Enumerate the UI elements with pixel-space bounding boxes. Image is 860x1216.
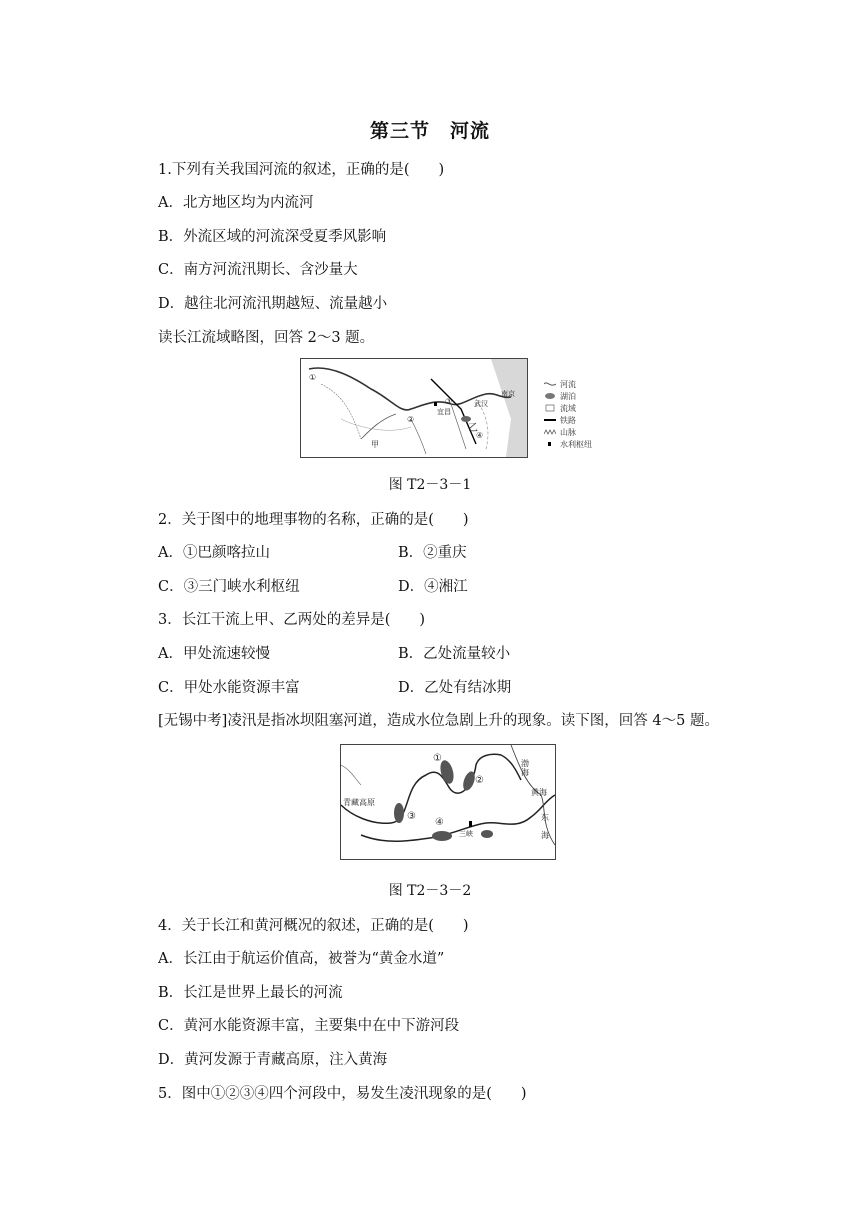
map2-label-plateau: 青藏高原 [343, 798, 375, 807]
railway-symbol-icon [544, 416, 556, 424]
dam-symbol-icon [544, 440, 556, 448]
q1-option-a: A．北方地区均为内流河 [158, 195, 314, 211]
intro-q4-q5: [无锡中考]凌汛是指冰坝阻塞河道，造成水位急剧上升的现象。读下图，回答 4～5 题。 [158, 713, 719, 729]
legend-dam [544, 438, 592, 450]
legend-lake-label: 湖泊 [560, 391, 576, 401]
q3-stem: 3．长江干流上甲、乙两处的差异是( ) [158, 612, 426, 628]
map1-label-2: ② [407, 415, 415, 424]
q1-option-d: D．越往北河流汛期越短、流量越小 [158, 296, 388, 312]
q1-option-c: C．南方河流汛期长、含沙量大 [158, 262, 358, 278]
river-symbol-icon [544, 380, 556, 388]
q4-option-c: C．黄河水能资源丰富，主要集中在中下游河段 [158, 1018, 460, 1034]
legend-mountain [544, 426, 592, 438]
map2-label-1: ① [433, 753, 442, 764]
q2-option-d: D．④湘江 [398, 579, 468, 595]
q2-stem: 2．关于图中的地理事物的名称，正确的是( ) [158, 512, 469, 528]
q1-option-b: B．外流区域的河流深受夏季风影响 [158, 229, 387, 245]
q5-stem: 5．图中①②③④四个河段中，易发生凌汛现象的是( ) [158, 1086, 527, 1102]
lake-symbol-icon [544, 392, 556, 400]
q4-option-d: D．黄河发源于青藏高原，注入黄海 [158, 1052, 388, 1068]
map2-label-2: ② [475, 775, 484, 786]
q3-option-b: B．乙处流量较小 [398, 646, 511, 662]
map1-label-nanjing: 南京 [501, 390, 515, 398]
map1-label-yi: 乙 [468, 423, 478, 434]
map2-label-sanxia: 三峡 [459, 830, 473, 838]
figure2-caption: 图 T2－3－2 [388, 883, 472, 899]
map1-label-yichang: 宜昌 [437, 408, 451, 416]
map1-label-wuhan: 武汉 [474, 400, 488, 408]
yangtze-map-drawing [301, 359, 527, 457]
map1-label-jia: 甲 [371, 440, 379, 449]
legend-railway [544, 414, 592, 426]
legend-basin-label: 流域 [560, 403, 576, 413]
q3-option-d: D．乙处有结冰期 [398, 680, 512, 696]
figure1-caption: 图 T2－3－1 [388, 477, 472, 493]
intro-q2-q3: 读长江流域略图，回答 2～3 题。 [158, 330, 375, 346]
yellow-river-map [340, 744, 556, 860]
q4-option-b: B．长江是世界上最长的河流 [158, 985, 343, 1001]
q4-option-a: A．长江由于航运价值高，被誉为“黄金水道” [158, 951, 445, 967]
q2-option-a: A．①巴颜喀拉山 [158, 545, 270, 561]
map2-label-bohai: 渤海 [521, 759, 529, 777]
legend-basin [544, 402, 592, 414]
q4-stem: 4．关于长江和黄河概况的叙述，正确的是( ) [158, 918, 469, 934]
yangtze-basin-map [300, 358, 528, 458]
map1-label-1: ① [309, 373, 317, 382]
q1-stem: 1.下列有关我国河流的叙述，正确的是( ) [158, 162, 445, 178]
map2-label-donghai: 东海 [541, 813, 549, 840]
legend-dam-label: 水利枢纽 [560, 439, 592, 449]
q3-option-c: C．甲处水能资源丰富 [158, 680, 300, 696]
legend-river [544, 378, 592, 390]
legend-mountain-label: 山脉 [560, 427, 576, 437]
section-title: 第三节 河流 [369, 120, 490, 142]
map2-label-huanghai: 黄海 [531, 788, 547, 797]
map2-label-3: ③ [407, 811, 416, 822]
legend-lake [544, 390, 592, 402]
legend-river-label: 河流 [560, 379, 576, 389]
mountain-symbol-icon [544, 428, 556, 436]
map1-label-3: ③ [445, 397, 453, 406]
map2-label-4: ④ [435, 817, 444, 828]
q2-option-b: B．②重庆 [398, 545, 467, 561]
q2-option-c: C．③三门峡水利枢纽 [158, 579, 300, 595]
legend-railway-label: 铁路 [560, 415, 576, 425]
basin-symbol-icon [544, 404, 556, 412]
q3-option-a: A．甲处流速较慢 [158, 646, 270, 662]
map1-label-4: ④ [476, 431, 484, 440]
yangtze-map-legend [544, 378, 592, 450]
